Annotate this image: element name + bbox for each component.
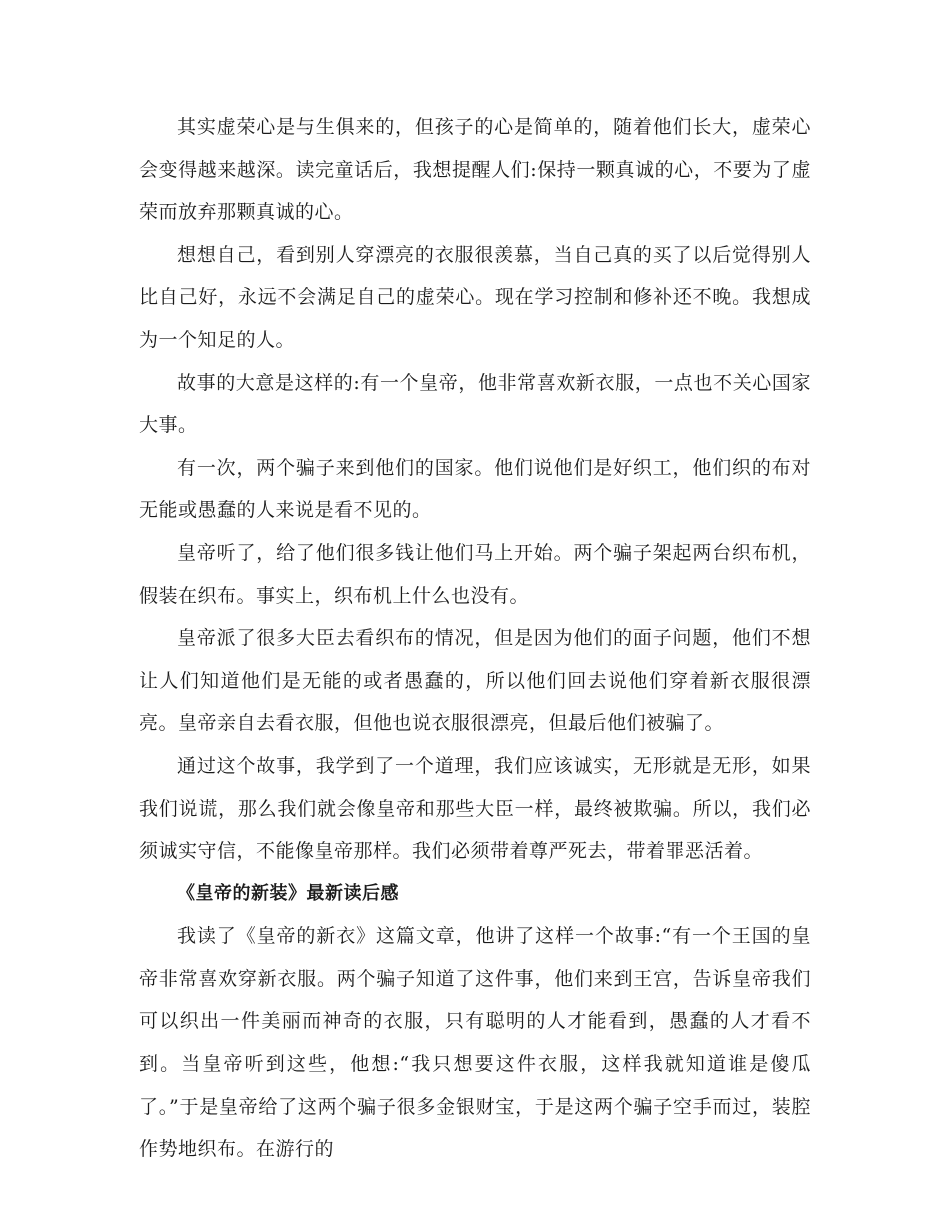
paragraph-vanity-intro: 其实虚荣心是与生俱来的，但孩子的心是简单的，随着他们长大，虚荣心会变得越来越深。读完童话后，我想提醒人们:保持一颗真诚的心，不要为了虚荣而放弃那颗真诚的心。 (139, 116, 811, 224)
paragraph-swindlers-arrive: 有一次，两个骗子来到他们的国家。他们说他们是好织工，他们织的布对无能或愚蠢的人来说是看不见的。 (139, 456, 811, 522)
paragraph-story-summary: 故事的大意是这样的:有一个皇帝，他非常喜欢新衣服，一点也不关心国家大事。 (139, 371, 811, 437)
document-page (139, 106, 811, 1171)
section-heading: 《皇帝的新装》最新读后感 (177, 882, 399, 904)
paragraph-second-essay: 我读了《皇帝的新衣》这篇文章，他讲了这样一个故事:“有一个王国的皇帝非常喜欢穿新衣服。两个骗子知道了这件事，他们来到王宫，告诉皇帝我们可以织出一件美丽而神奇的衣服，只有聪明的人才能看到，愚蠢的人才看不到。当皇帝听到这些，他想:“我只想要这件衣服，这样我就知道谁是傻瓜了。”于是皇帝给了这两个骗子很多金银财宝，于是这两个骗子空手而过，装腔作势地织布。在游行的 (139, 925, 811, 1161)
paragraph-ministers: 皇帝派了很多大臣去看织布的情况，但是因为他们的面子问题，他们不想让人们知道他们是无能的或者愚蠢的，所以他们回去说他们穿着新衣服很漂亮。皇帝亲自去看衣服，但他也说衣服很漂亮，但最后他们被骗了。 (139, 627, 811, 735)
paragraph-lesson: 通过这个故事，我学到了一个道理，我们应该诚实，无形就是无形，如果我们说谎，那么我们就会像皇帝和那些大臣一样，最终被欺骗。所以，我们必须诚实守信，不能像皇帝那样。我们必须带着尊严死去，带着罪恶活着。 (139, 754, 811, 863)
paragraph-looms: 皇帝听了，给了他们很多钱让他们马上开始。两个骗子架起两台织布机，假装在织布。事实上，织布机上什么也没有。 (139, 541, 811, 607)
paragraph-self-reflection: 想想自己，看到别人穿漂亮的衣服很羡慕，当自己真的买了以后觉得别人比自己好，永远不会满足自己的虚荣心。现在学习控制和修补还不晚。我想成为一个知足的人。 (139, 243, 811, 351)
